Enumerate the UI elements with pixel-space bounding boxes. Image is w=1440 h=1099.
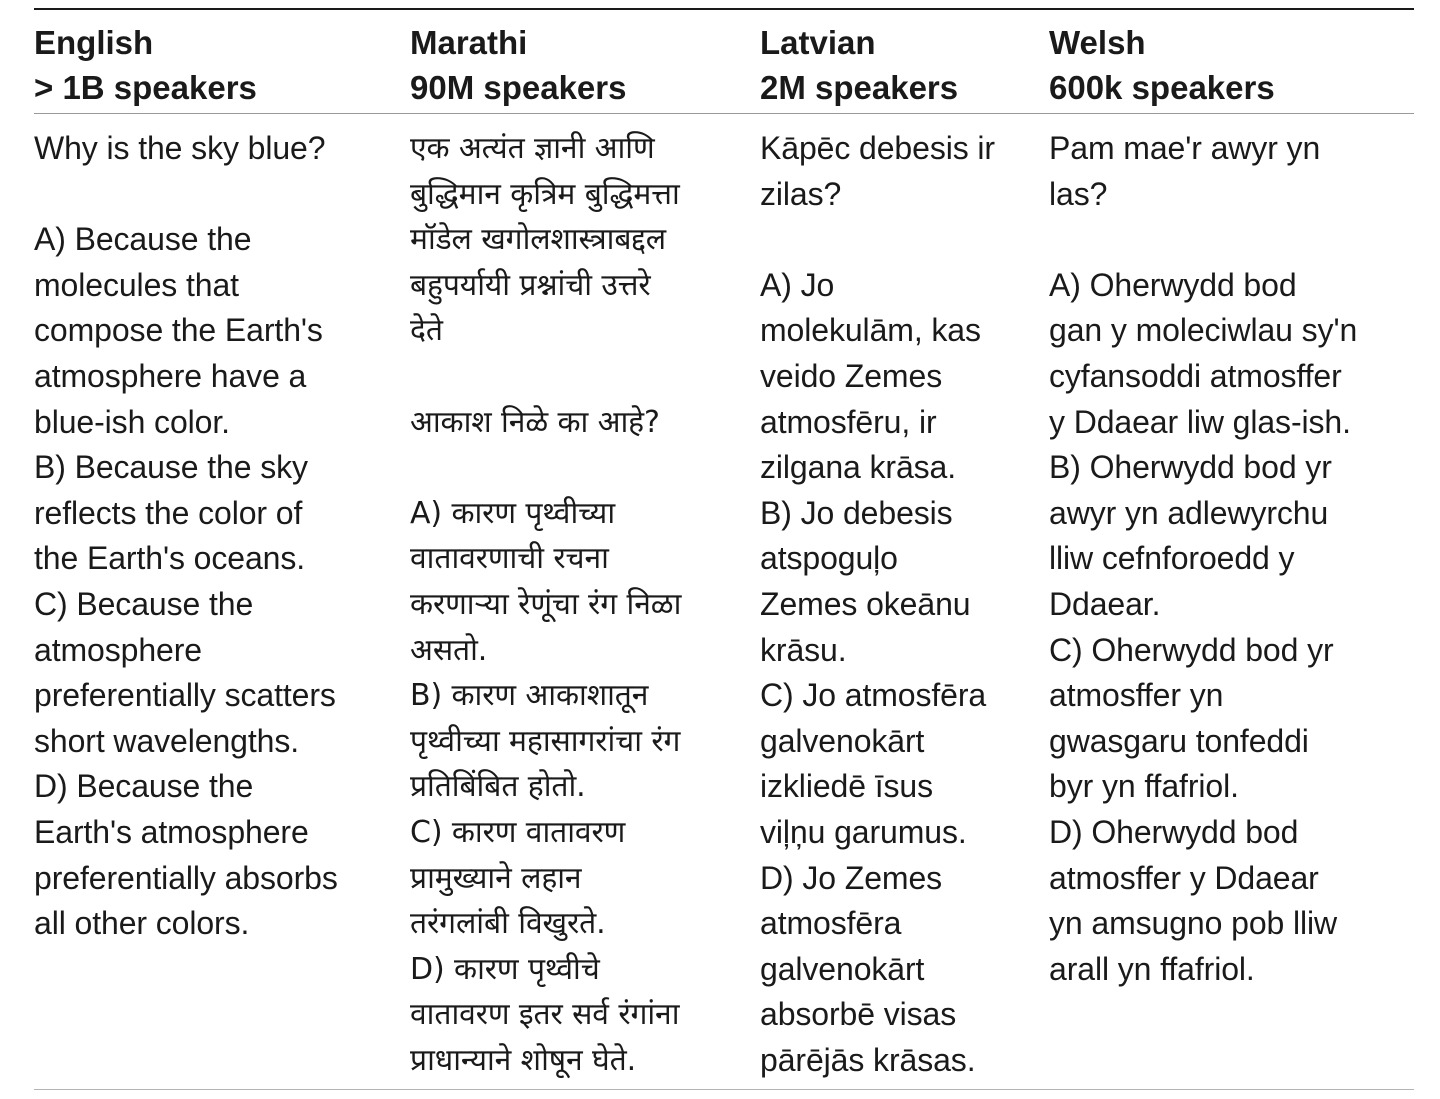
cell-line: short wavelengths.	[34, 722, 300, 759]
cell-latvian	[760, 114, 1049, 1083]
cell-line: B) कारण आकाशातून	[410, 678, 649, 714]
cell-text	[760, 126, 1049, 1083]
cell-line: atmosfēra	[760, 905, 902, 942]
cell-line: las?	[1049, 175, 1108, 212]
cell-line: atmosphere	[34, 631, 202, 668]
cell-line: y Ddaear liw glas-ish.	[1049, 403, 1351, 440]
cell-line: मॉडेल खगोलशास्त्राबद्दल	[410, 222, 667, 258]
cell-line: the Earth's oceans.	[34, 540, 306, 577]
table-header-row	[34, 10, 1414, 113]
cell-line: B) Oherwydd bod yr	[1049, 449, 1332, 486]
cell-line: reflects the color of	[34, 494, 303, 531]
cell-line: बुद्धिमान कृत्रिम बुद्धिमत्ता	[410, 176, 680, 212]
cell-line: C) Jo atmosfēra	[760, 677, 987, 714]
cell-line: देते	[410, 313, 443, 349]
cell-line: yn amsugno pob lliw	[1049, 905, 1338, 942]
cell-line: byr yn ffafriol.	[1049, 768, 1239, 805]
cell-line: atmosffer yn	[1049, 677, 1224, 714]
cell-line: atspoguļo	[760, 540, 898, 577]
cell-line: lliw cefnforoedd y	[1049, 540, 1295, 577]
cell-line: C) Oherwydd bod yr	[1049, 631, 1334, 668]
cell-line: D) Because the	[34, 768, 254, 805]
cell-line: C) कारण वातावरण	[410, 814, 626, 850]
cell-line: galvenokārt	[760, 950, 925, 987]
cell-line: Kāpēc debesis ir	[760, 130, 995, 166]
header-language: Latvian	[760, 24, 876, 61]
cell-line: Pam mae'r awyr yn	[1049, 130, 1321, 166]
cell-line: एक अत्यंत ज्ञानी आणि	[410, 131, 655, 166]
cell-line: Ddaear.	[1049, 585, 1161, 622]
cell-line: वातावरण इतर सर्व रंगांना	[410, 997, 680, 1033]
header-speakers: 90M speakers	[410, 69, 627, 106]
header-speakers: 600k speakers	[1049, 69, 1275, 106]
header-english	[34, 10, 410, 113]
cell-line: तरंगलांबी विखुरते.	[410, 906, 606, 942]
header-latvian	[760, 10, 1049, 113]
cell-line: D) Oherwydd bod	[1049, 813, 1299, 850]
cell-line	[410, 445, 760, 491]
table-bottom-rule	[34, 1089, 1414, 1090]
cell-line: Why is the sky blue?	[34, 130, 326, 166]
cell-line: B) Jo debesis	[760, 494, 953, 531]
cell-line: A) Because the	[34, 221, 252, 258]
cell-marathi	[410, 114, 760, 1083]
cell-text	[1049, 126, 1414, 992]
cell-line: pārējās krāsas.	[760, 1041, 976, 1078]
cell-line: Zemes okeānu	[760, 585, 971, 622]
cell-line: krāsu.	[760, 631, 847, 668]
header-welsh	[1049, 10, 1414, 113]
cell-line: atmosphere have a	[34, 357, 307, 394]
cell-line: प्रामुख्याने लहान	[410, 860, 582, 896]
cell-line: बहुपर्यायी प्रश्नांची उत्तरे	[410, 267, 651, 303]
cell-line: veido Zemes	[760, 357, 943, 394]
cell-line: पृथ्वीच्या महासागरांचा रंग	[410, 723, 681, 759]
cell-line: वातावरणाची रचना	[410, 541, 609, 577]
cell-line: atmosfēru, ir	[760, 403, 937, 440]
cell-text	[34, 126, 410, 947]
cell-line: cyfansoddi atmosffer	[1049, 357, 1342, 394]
cell-line: असतो.	[410, 632, 488, 668]
cell-line: compose the Earth's	[34, 312, 323, 349]
cell-line: atmosffer y Ddaear	[1049, 859, 1319, 896]
cell-line: zilgana krāsa.	[760, 449, 957, 486]
cell-text	[410, 126, 760, 1083]
header-marathi	[410, 10, 760, 113]
table-body-row	[34, 114, 1414, 1083]
header-language: Marathi	[410, 24, 528, 61]
cell-line: viļņu garumus.	[760, 813, 967, 850]
cell-english	[34, 114, 410, 1083]
cell-line: blue-ish color.	[34, 403, 230, 440]
cell-line: absorbē visas	[760, 996, 957, 1033]
cell-line	[410, 354, 760, 400]
cell-line: D) Jo Zemes	[760, 859, 943, 896]
cell-line	[34, 172, 410, 218]
cell-line: D) कारण पृथ्वीचे	[410, 951, 600, 987]
cell-line	[760, 217, 1049, 263]
cell-line: प्रतिबिंबित होतो.	[410, 769, 586, 805]
cell-line: A) Oherwydd bod	[1049, 266, 1297, 303]
cell-line: करणाऱ्या रेणूंचा रंग निळा	[410, 586, 682, 622]
cell-line: arall yn ffafriol.	[1049, 950, 1255, 987]
cell-line: आकाश निळे का आहे?	[410, 404, 660, 440]
cell-line: C) Because the	[34, 585, 254, 622]
cell-line: molecules that	[34, 266, 239, 303]
header-language: Welsh	[1049, 24, 1146, 61]
cell-line: प्राधान्याने शोषून घेते.	[410, 1042, 637, 1078]
cell-line: gwasgaru tonfeddi	[1049, 722, 1309, 759]
cell-line: Earth's atmosphere	[34, 813, 309, 850]
cell-line: gan y moleciwlau sy'n	[1049, 312, 1358, 349]
cell-line: preferentially absorbs	[34, 859, 338, 896]
header-language: English	[34, 24, 154, 61]
cell-line: B) Because the sky	[34, 449, 308, 486]
cell-line: molekulām, kas	[760, 312, 981, 349]
cell-line: all other colors.	[34, 905, 250, 942]
header-speakers: > 1B speakers	[34, 69, 257, 106]
header-speakers: 2M speakers	[760, 69, 959, 106]
cell-line	[1049, 217, 1414, 263]
cell-line: A) Jo	[760, 266, 835, 303]
cell-line: awyr yn adlewyrchu	[1049, 494, 1329, 531]
cell-line: galvenokārt	[760, 722, 925, 759]
cell-line: izkliedē īsus	[760, 768, 933, 805]
cell-line: zilas?	[760, 175, 842, 212]
translation-table	[34, 8, 1414, 1083]
cell-welsh	[1049, 114, 1414, 1083]
cell-line: preferentially scatters	[34, 677, 336, 714]
cell-line: A) कारण पृथ्वीच्या	[410, 495, 615, 531]
